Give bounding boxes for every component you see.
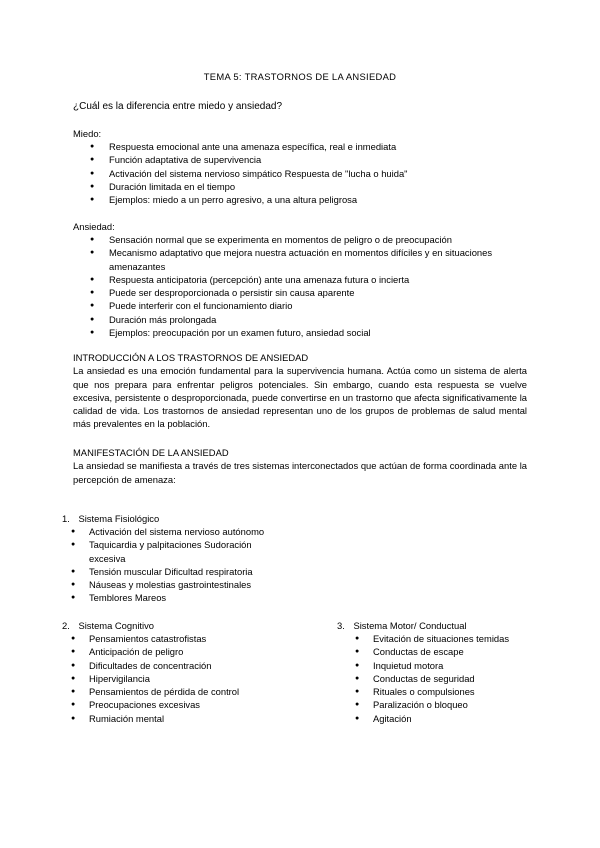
list-item: ● Inquietud motora xyxy=(346,659,566,672)
list-item: ● Activación del sistema nervioso simpático Respuesta de "lucha o huida" xyxy=(73,167,533,180)
ansiedad-list xyxy=(73,233,528,339)
system-title: Sistema Cognitivo xyxy=(78,620,154,631)
list-item: ● Dificultades de concentración xyxy=(62,659,302,672)
question-heading: ¿Cuál es la diferencia entre miedo y ansiedad? xyxy=(73,101,283,112)
list-item: ● Respuesta anticipatoria (percepción) ante una amenaza futura o incierta xyxy=(73,273,528,286)
list-item: ● Función adaptativa de supervivencia xyxy=(73,153,533,166)
intro-paragraph: La ansiedad es una emoción fundamental para la supervivencia humana. Actúa como un sistema de alerta que nos prepara para enfrentar peligros potenciales. Sin embargo, cuando esta respuesta se vuelve excesiva, persistente o desproporcionada, puede convertirse en un trastorno que afecta significativamente la calidad de vida. Los trastornos de ansiedad representan uno de los grupos de problemas de salud mental más prevalentes en la población. xyxy=(73,365,527,430)
manifestacion-heading: MANIFESTACIÓN DE LA ANSIEDAD xyxy=(73,447,229,458)
system-fisiologico-list xyxy=(62,525,282,605)
list-item: ● Activación del sistema nervioso autónomo xyxy=(62,525,282,538)
miedo-label: Miedo: xyxy=(73,128,102,139)
manifestacion-section xyxy=(73,446,527,486)
list-item: ● Puede interferir con el funcionamiento diario xyxy=(73,299,528,312)
miedo-list xyxy=(73,140,533,206)
list-item: ● Taquicardia y palpitaciones Sudoración excesiva xyxy=(62,538,282,565)
intro-section xyxy=(73,351,527,431)
list-item: ● Conductas de escape xyxy=(346,645,566,658)
list-item: ● Hipervigilancia xyxy=(62,672,302,685)
system-number: 3. xyxy=(337,620,345,631)
system-motor-list xyxy=(346,632,566,725)
system-title: Sistema Fisiológico xyxy=(78,513,160,524)
intro-heading: INTRODUCCIÓN A LOS TRASTORNOS DE ANSIEDAD xyxy=(73,352,309,363)
list-item: ● Agitación xyxy=(346,712,566,725)
list-item: ● Duración más prolongada xyxy=(73,313,528,326)
list-item: ● Náuseas y molestias gastrointestinales xyxy=(62,578,282,591)
list-item: ● Evitación de situaciones temidas xyxy=(346,632,566,645)
system-title: Sistema Motor/ Conductual xyxy=(353,620,467,631)
list-item: ● Rumiación mental xyxy=(62,712,302,725)
manifestacion-paragraph: La ansiedad se manifiesta a través de tres sistemas interconectados que actúan de forma coordinada ante la percepción de amenaza: xyxy=(73,460,527,485)
list-item: ● Ejemplos: miedo a un perro agresivo, a una altura peligrosa xyxy=(73,193,533,206)
list-item: ● Preocupaciones excesivas xyxy=(62,698,302,711)
list-item: ● Sensación normal que se experimenta en momentos de peligro o de preocupación xyxy=(73,233,528,246)
list-item: ● Duración limitada en el tiempo xyxy=(73,180,533,193)
system-number: 1. xyxy=(62,513,70,524)
list-item: ● Puede ser desproporcionada o persistir sin causa aparente xyxy=(73,286,528,299)
list-item: ● Ejemplos: preocupación por un examen futuro, ansiedad social xyxy=(73,326,528,339)
system-fisiologico-title xyxy=(62,512,159,525)
system-cognitivo-title xyxy=(62,619,154,632)
list-item: ● Paralización o bloqueo xyxy=(346,698,566,711)
list-item: ● Mecanismo adaptativo que mejora nuestra actuación en momentos difíciles y en situaciones amenazantes xyxy=(73,246,528,273)
list-item: ● Rituales o compulsiones xyxy=(346,685,566,698)
list-item: ● Respuesta emocional ante una amenaza específica, real e inmediata xyxy=(73,140,533,153)
list-item: ● Anticipación de peligro xyxy=(62,645,302,658)
list-item: ● Temblores Mareos xyxy=(62,591,282,604)
system-motor-title xyxy=(337,619,467,632)
page-title: TEMA 5: TRASTORNOS DE LA ANSIEDAD xyxy=(203,71,397,82)
list-item: ● Conductas de seguridad xyxy=(346,672,566,685)
list-item: ● Pensamientos catastrofistas xyxy=(62,632,302,645)
system-cognitivo-list xyxy=(62,632,302,725)
ansiedad-label: Ansiedad: xyxy=(73,221,115,232)
system-number: 2. xyxy=(62,620,70,631)
list-item: ● Tensión muscular Dificultad respiratoria xyxy=(62,565,282,578)
list-item: ● Pensamientos de pérdida de control xyxy=(62,685,302,698)
